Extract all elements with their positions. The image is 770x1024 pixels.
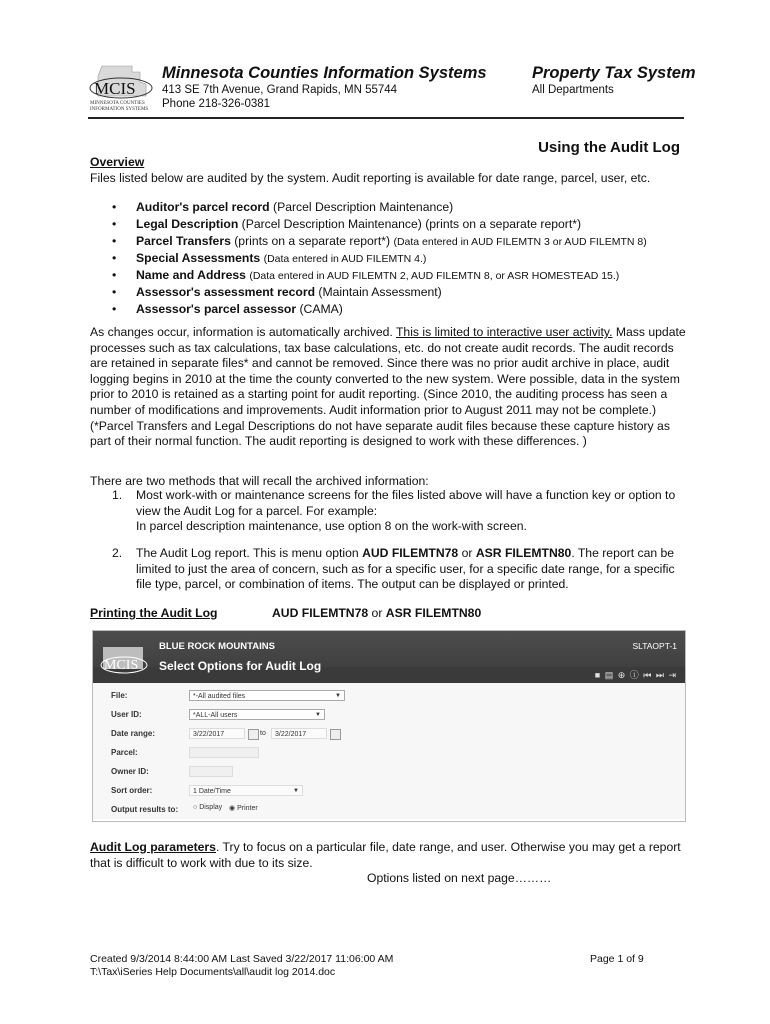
options-form bbox=[93, 683, 685, 819]
list-item: • Special Assessments (Data entered in AUD FILEMTN 4.) bbox=[112, 250, 647, 267]
list-item: • Assessor's parcel assessor (CAMA) bbox=[112, 301, 647, 318]
parameters-heading: Audit Log parameters bbox=[90, 840, 216, 854]
parcel-label: Parcel: bbox=[111, 748, 138, 757]
owner-label: Owner ID: bbox=[111, 767, 149, 776]
svg-text:MCIS: MCIS bbox=[104, 658, 139, 673]
system-name: Property Tax System bbox=[532, 64, 696, 82]
footer-dates: Created 9/3/2014 8:44:00 AM Last Saved 3/22/2017 11:06:00 AM bbox=[90, 953, 394, 965]
sort-label: Sort order: bbox=[111, 786, 153, 795]
parcel-field[interactable] bbox=[189, 747, 259, 758]
date-from-field[interactable]: 3/22/2017 bbox=[189, 728, 245, 739]
user-select[interactable]: *ALL-All users ▼ bbox=[189, 709, 325, 720]
chevron-down-icon: ▼ bbox=[293, 788, 299, 794]
audited-files-list bbox=[112, 199, 647, 318]
output-printer-radio[interactable]: ◉ Printer bbox=[229, 805, 258, 812]
logo-text: MCIS bbox=[94, 79, 136, 98]
org-address: 413 SE 7th Avenue, Grand Rapids, MN 55744 bbox=[162, 84, 398, 96]
user-label: User ID: bbox=[111, 710, 142, 719]
method-1: 1. Most work-with or maintenance screens for the files listed above will have a function key or option to view the Audit Log for a parcel. For example: In parcel description maintenance, use option 8 on the work-with screen. bbox=[112, 488, 676, 534]
list-item: • Auditor's parcel record (Parcel Description Maintenance) bbox=[112, 199, 647, 216]
header-divider bbox=[88, 117, 684, 119]
screenshot-system-name: BLUE ROCK MOUNTAINS bbox=[159, 641, 275, 652]
list-item: • Legal Description (Parcel Description Maintenance) (prints on a separate report*) bbox=[112, 216, 647, 233]
output-label: Output results to: bbox=[111, 805, 179, 814]
date-to-field[interactable]: 3/22/2017 bbox=[271, 728, 327, 739]
archive-paragraph: As changes occur, information is automatically archived. This is limited to interactive user activity. Mass update processes such as tax calculations, tax base calculations, etc. do not create audit records. The audit records are retained in separate files* and cannot be removed. Since there was no prior audit archive in place, audit logging begins in 2010 at the time the county converted to the new system. Were possible, data in the system prior to 2010 is retained as a starting point for audit reporting. (Since 2010, the auditing process has seen a number of modifications and improvements. Audit information prior to August 2011 may not be complete.) (*Parcel Transfers and Legal Descriptions do not have separate audit files because these capture history as part of their normal function. The audit reporting is designed to work with these differences. ) bbox=[90, 325, 686, 449]
printing-heading: Printing the Audit Log bbox=[90, 606, 218, 620]
org-phone: Phone 218-326-0381 bbox=[162, 98, 271, 110]
system-dept: All Departments bbox=[532, 84, 614, 96]
logo-subtext: MINNESOTA COUNTIES INFORMATION SYSTEMS bbox=[90, 101, 149, 112]
list-item: • Assessor's assessment record (Maintain Assessment) bbox=[112, 284, 647, 301]
document-title: Using the Audit Log bbox=[538, 139, 680, 156]
file-label: File: bbox=[111, 691, 128, 700]
list-item: • Parcel Transfers (prints on a separate report*) (Data entered in AUD FILEMTN 3 or AUD FILEMTN 8) bbox=[112, 233, 647, 250]
overview-text: Files listed below are audited by the system. Audit reporting is available for date range, parcel, user, etc. bbox=[90, 171, 651, 185]
calendar-icon[interactable] bbox=[330, 729, 341, 740]
owner-field[interactable] bbox=[189, 766, 233, 777]
org-name: Minnesota Counties Information Systems bbox=[162, 64, 487, 82]
date-to-label: to bbox=[260, 730, 266, 737]
printing-menu-codes: AUD FILEMTN78 or ASR FILEMTN80 bbox=[272, 606, 482, 620]
chevron-down-icon: ▼ bbox=[315, 712, 321, 718]
methods-intro: There are two methods that will recall the archived information: bbox=[90, 474, 429, 488]
date-range-label: Date range: bbox=[111, 729, 156, 738]
audit-log-options-screenshot bbox=[92, 630, 686, 822]
method-1-example: In parcel description maintenance, use option 8 on the work-with screen. bbox=[136, 519, 527, 534]
calendar-icon[interactable] bbox=[248, 729, 259, 740]
chevron-down-icon: ▼ bbox=[335, 693, 341, 699]
parameters-paragraph: Audit Log parameters. Try to focus on a particular file, date range, and user. Otherwise you may get a report that is difficult to work with due to its size. bbox=[90, 840, 681, 870]
output-display-radio[interactable]: ○ Display bbox=[193, 804, 223, 811]
sort-select[interactable]: 1 Date/Time ▼ bbox=[189, 785, 303, 796]
screenshot-logo bbox=[99, 645, 149, 677]
screenshot-title: Select Options for Audit Log bbox=[159, 659, 322, 673]
toolbar-icons[interactable]: ■ ▤ ⊕ ⓘ ⏮ ⏭ ⇥ bbox=[594, 670, 677, 680]
file-select[interactable]: *-All audited files ▼ bbox=[189, 690, 345, 701]
overview-heading: Overview bbox=[90, 155, 145, 169]
page-number: Page 1 of 9 bbox=[590, 953, 644, 965]
screenshot-program-code: SLTAOPT-1 bbox=[632, 641, 677, 651]
footer-path: T:\Tax\iSeries Help Documents\all\audit log 2014.doc bbox=[90, 966, 336, 978]
method-2: 2. The Audit Log report. This is menu option AUD FILEMTN78 or ASR FILEMTN80. The report can be limited to just the area of concern, such as for a specific user, for a specific date range, for a specific file type, parcel, or combination of items. The output can be displayed or printed. bbox=[112, 546, 675, 592]
archive-note: (*Parcel Transfers and Legal Descriptions do not have separate audit files because these capture history as part of their normal function. The audit reporting is designed to work with these differences. ) bbox=[90, 418, 670, 449]
list-item: • Name and Address (Data entered in AUD FILEMTN 2, AUD FILEMTN 8, or ASR HOMESTEAD 15.) bbox=[112, 267, 647, 284]
next-page-note: Options listed on next page……… bbox=[367, 871, 552, 885]
